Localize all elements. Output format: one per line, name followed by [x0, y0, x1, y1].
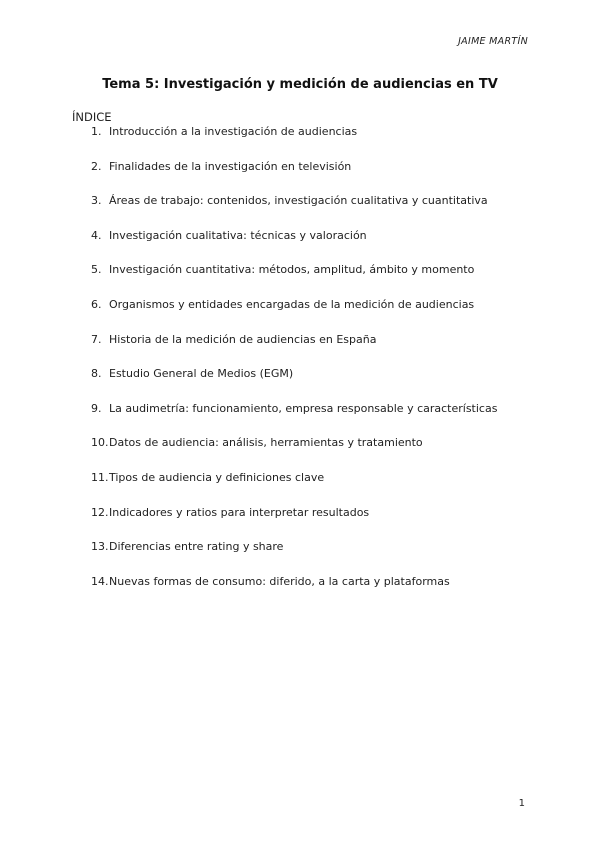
toc-item [91, 125, 497, 160]
toc-item [91, 194, 497, 229]
toc-item-number: 3. [91, 194, 102, 208]
toc-item [91, 436, 497, 471]
page-title: Tema 5: Investigación y medición de audiencias en TV [102, 77, 498, 92]
table-of-contents [91, 125, 497, 609]
toc-item-text: Investigación cuantitativa: métodos, amplitud, ámbito y momento [109, 263, 475, 277]
toc-item-number: 8. [91, 367, 102, 381]
toc-item-number: 13. [91, 540, 109, 554]
toc-item-text: Organismos y entidades encargadas de la medición de audiencias [109, 297, 475, 311]
toc-item-text: Finalidades de la investigación en televisión [109, 159, 352, 173]
toc-item [91, 333, 497, 368]
toc-item [91, 402, 497, 437]
index-heading: ÍNDICE [72, 110, 112, 124]
toc-item-text: Indicadores y ratios para interpretar resultados [109, 505, 370, 519]
toc-item [91, 506, 497, 541]
toc-item-number: 11. [91, 470, 109, 484]
toc-item-text: Investigación cualitativa: técnicas y valoración [109, 228, 367, 242]
toc-item-number: 1. [91, 125, 102, 138]
toc-item-text: Tipos de audiencia y definiciones clave [109, 470, 325, 484]
toc-item [91, 540, 497, 575]
toc-item-number: 5. [91, 263, 102, 277]
toc-item-text: Historia de la medición de audiencias en España [109, 332, 377, 346]
toc-item-number: 9. [91, 401, 102, 415]
toc-item [91, 263, 497, 298]
author-header: JAIME MARTÍN [458, 36, 528, 47]
toc-item [91, 471, 497, 506]
toc-item-number: 10. [91, 436, 109, 450]
toc-item-text: La audimetría: funcionamiento, empresa responsable y características [109, 401, 498, 415]
toc-item [91, 160, 497, 195]
page-number: 1 [518, 798, 525, 809]
toc-item-number: 4. [91, 228, 102, 242]
toc-item-text: Nuevas formas de consumo: diferido, a la carta y plataformas [109, 574, 450, 588]
toc-item-text: Diferencias entre rating y share [109, 540, 284, 554]
toc-item-text: Introducción a la investigación de audiencias [109, 125, 358, 138]
toc-item-number: 2. [91, 159, 102, 173]
toc-item-number: 7. [91, 332, 102, 346]
toc-item [91, 575, 497, 610]
toc-item [91, 229, 497, 264]
toc-item [91, 298, 497, 333]
toc-item-text: Datos de audiencia: análisis, herramientas y tratamiento [109, 436, 423, 450]
toc-item-text: Áreas de trabajo: contenidos, investigación cualitativa y cuantitativa [109, 194, 488, 208]
toc-item-number: 14. [91, 574, 109, 588]
toc-item [91, 367, 497, 402]
toc-item-text: Estudio General de Medios (EGM) [109, 367, 294, 381]
toc-item-number: 12. [91, 505, 109, 519]
toc-item-number: 6. [91, 297, 102, 311]
